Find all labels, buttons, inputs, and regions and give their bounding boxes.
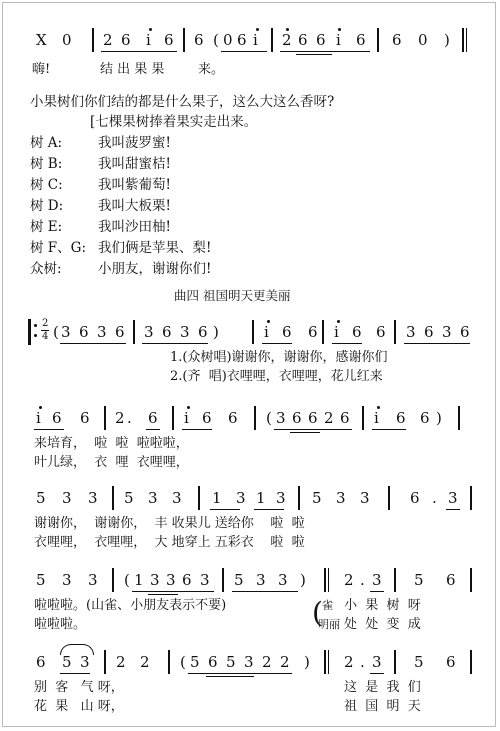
lyric: 来。: [198, 62, 225, 77]
barline: [298, 486, 300, 510]
note: 6: [392, 31, 402, 49]
note: 6: [460, 323, 470, 341]
note: i: [374, 409, 379, 427]
voice-bracket: (: [312, 596, 323, 629]
barline: [470, 486, 472, 510]
lyric-verse-2: 啦啦啦。: [34, 617, 87, 632]
beam: [206, 676, 254, 677]
note: 6: [446, 571, 456, 589]
note: 3: [80, 653, 90, 671]
note: 1: [134, 571, 144, 589]
note: 6: [121, 31, 131, 49]
beam: [132, 591, 214, 592]
note: 3: [88, 489, 98, 507]
note: 3: [172, 489, 182, 507]
note: 3: [360, 489, 370, 507]
lyric-row-6: [0, 680, 500, 714]
octave-dot: [187, 406, 190, 409]
repeat-dot: [34, 324, 37, 327]
speaker: 树 D:: [30, 198, 64, 214]
note: 2: [344, 653, 354, 671]
note: i: [336, 31, 341, 49]
note: 6: [208, 653, 218, 671]
note: (: [124, 571, 130, 589]
dialogue-line: 我叫大板栗!: [98, 198, 171, 214]
note: 3: [448, 489, 458, 507]
lyric-verse-2: 2.(齐 唱)衣哩哩，衣哩哩，花儿红来: [170, 369, 383, 384]
repeat-barline: [28, 319, 31, 345]
note: ): [304, 653, 310, 671]
note: 3: [244, 653, 254, 671]
barline: [394, 320, 396, 344]
note: 3: [61, 323, 71, 341]
note: 6: [410, 489, 420, 507]
beam: [146, 429, 160, 430]
time-signature-top: 2: [42, 318, 49, 329]
bracket-label: 明丽: [318, 618, 340, 631]
beam: [262, 343, 292, 344]
dialogue-line: 我叫紫葡萄!: [98, 177, 171, 193]
beam: [142, 343, 208, 344]
octave-dot: [39, 406, 42, 409]
note: 3: [256, 571, 266, 589]
note: .: [432, 489, 437, 507]
octave-dot: [267, 320, 270, 323]
barline: [324, 650, 326, 674]
note: .: [360, 571, 365, 589]
barline: [466, 28, 467, 52]
speaker: 树 E:: [30, 219, 63, 235]
note: 6: [424, 323, 434, 341]
lyric: 嗨!: [32, 62, 51, 77]
beam: [60, 343, 126, 344]
speaker: 树 F、G:: [30, 240, 86, 256]
beam: [296, 54, 332, 55]
lyric-verse-2-tail: 处 处 变 成: [344, 617, 421, 632]
barline: [328, 568, 329, 592]
lyric-verse-1: 啦啦啦。(山雀、小朋友表示不要): [34, 598, 227, 613]
notation-row-5: [0, 570, 500, 596]
octave-dot: [377, 406, 380, 409]
note: 5: [226, 653, 236, 671]
barline: [112, 486, 114, 510]
note: 6: [237, 31, 247, 49]
barline: [172, 406, 174, 430]
bracket-label: 雀: [322, 599, 333, 612]
note: 0: [62, 31, 72, 49]
note: 3: [144, 323, 154, 341]
note: 3: [97, 323, 107, 341]
note: 6: [396, 409, 406, 427]
barline: [133, 320, 135, 344]
note: 6: [282, 323, 292, 341]
note: ): [436, 409, 442, 427]
note: 6: [308, 323, 318, 341]
barline: [377, 28, 379, 52]
beam: [188, 673, 292, 674]
speaker: 树 A:: [30, 135, 63, 151]
note: 6: [194, 31, 204, 49]
note: 5: [190, 653, 200, 671]
lyric-verse-1: 别 客 气 呀，: [34, 680, 124, 695]
barline: [328, 650, 329, 674]
note: 6: [80, 409, 90, 427]
beam: [274, 429, 352, 430]
slur: [60, 644, 94, 655]
note: 5: [312, 489, 322, 507]
time-signature-bottom: 4: [42, 331, 49, 342]
note: 1: [212, 489, 222, 507]
note: i: [253, 31, 258, 49]
note: i: [36, 409, 41, 427]
lyric-row-4: [0, 516, 500, 550]
lyric-verse-2-tail: 祖 国 明 天: [344, 699, 421, 714]
note: 0: [223, 31, 233, 49]
note: .: [360, 653, 365, 671]
note: 3: [276, 489, 286, 507]
note: (: [180, 653, 186, 671]
barline: [470, 650, 472, 674]
barline: [470, 568, 472, 592]
notation-row-6: [0, 652, 500, 678]
lyric-row-5: [0, 596, 500, 632]
note: 6: [79, 323, 89, 341]
octave-dot: [149, 28, 152, 31]
barline: [394, 568, 396, 592]
note: 6: [198, 323, 208, 341]
beam: [232, 591, 298, 592]
note: .: [127, 409, 132, 427]
speaker: 树 C:: [30, 177, 63, 193]
notation-row-3: [0, 408, 500, 434]
beam: [254, 509, 284, 510]
note: 6: [376, 323, 386, 341]
note: 6: [352, 323, 362, 341]
note: ): [444, 31, 450, 49]
notation-row-1: [0, 30, 500, 56]
barline: [198, 486, 200, 510]
note: 6: [182, 571, 192, 589]
beam: [446, 509, 460, 510]
beam: [182, 429, 212, 430]
note: 2: [140, 653, 150, 671]
lyric-verse-1: 1.(众树唱)谢谢你，谢谢你，感谢你们: [170, 350, 388, 365]
note: 2: [262, 653, 272, 671]
dialogue-line: 小果树们你们结的都是什么果子，这么大这么香呀?: [30, 94, 335, 110]
lyric-verse-2: 衣哩哩， 衣哩哩， 大 地穿上 五彩衣 啦 啦: [34, 535, 305, 550]
note: 3: [180, 323, 190, 341]
beam: [332, 343, 362, 344]
note: 2: [115, 409, 125, 427]
barline: [394, 650, 396, 674]
note: ): [300, 571, 306, 589]
barline: [183, 28, 185, 52]
dialogue-line: 我叫菠罗蜜!: [98, 135, 171, 151]
note: 5: [124, 489, 134, 507]
note: 6: [340, 409, 350, 427]
note: 3: [336, 489, 346, 507]
lyric-verse-2: 叶儿绿， 衣 哩 衣哩哩，: [34, 455, 189, 470]
note: 3: [62, 489, 72, 507]
barline: [462, 28, 464, 52]
beam: [372, 429, 406, 430]
note: ): [213, 323, 219, 341]
note: 0: [418, 31, 428, 49]
note: X: [36, 31, 47, 49]
note: 6: [292, 409, 302, 427]
barline: [322, 320, 324, 344]
note: 3: [200, 571, 210, 589]
lyric-verse-1: 谢谢你， 谢谢你， 丰 收果儿 送给你 啦 啦: [34, 516, 305, 531]
note: 3: [88, 571, 98, 589]
note: 3: [278, 571, 288, 589]
note: 6: [316, 31, 326, 49]
note: 3: [276, 409, 286, 427]
dialogue-line: 小朋友，谢谢你们!: [98, 261, 212, 277]
beam: [101, 51, 177, 52]
dialogue-line: 我叫甜蜜桔!: [98, 156, 171, 172]
note: i: [264, 323, 269, 341]
octave-dot: [338, 28, 341, 31]
barline: [104, 650, 106, 674]
note: 3: [166, 571, 176, 589]
beam: [404, 343, 470, 344]
note: 6: [162, 323, 172, 341]
note: 2: [282, 31, 292, 49]
dialogue-line: 我叫沙田柚!: [98, 219, 171, 235]
beam: [280, 51, 370, 52]
note: 6: [202, 409, 212, 427]
note: 6: [36, 653, 46, 671]
note: 6: [164, 31, 174, 49]
note: i: [146, 31, 151, 49]
lyric-verse-2: 花 果 山 呀，: [34, 699, 124, 714]
barline: [271, 28, 273, 52]
note: 5: [414, 653, 424, 671]
note: 2: [324, 409, 334, 427]
note: 3: [372, 653, 382, 671]
barline: [362, 406, 364, 430]
note: 6: [356, 31, 366, 49]
lyric: 结 出 果 果: [100, 62, 165, 77]
note: 3: [442, 323, 452, 341]
barline: [324, 568, 326, 592]
note: 1: [256, 489, 266, 507]
repeat-dot: [34, 334, 37, 337]
note: 5: [36, 571, 46, 589]
lyric-row-1: [0, 62, 500, 82]
beam: [210, 509, 240, 510]
note: (: [53, 323, 59, 341]
stage-direction: [七棵果树捧着果实走出来。: [90, 114, 258, 130]
beam: [290, 432, 320, 433]
note: 5: [414, 571, 424, 589]
notation-row-2: [0, 318, 500, 348]
note: 6: [115, 323, 125, 341]
beam: [34, 429, 64, 430]
barline: [112, 568, 114, 592]
beam: [221, 51, 267, 52]
lyric-row-2: [0, 350, 500, 384]
barline: [92, 28, 94, 52]
note: i: [334, 323, 339, 341]
octave-dot: [286, 28, 289, 31]
note: 5: [234, 571, 244, 589]
lyric-verse-1-tail: 小 果 树 呀: [344, 598, 421, 613]
beam: [370, 591, 384, 592]
note: 6: [148, 409, 158, 427]
note: 3: [148, 489, 158, 507]
speaker: 树 B:: [30, 156, 63, 172]
note: 2: [116, 653, 126, 671]
note: i: [184, 409, 189, 427]
beam: [60, 673, 90, 674]
lyric-verse-1-tail: 这 是 我 们: [344, 680, 421, 695]
barline: [104, 406, 106, 430]
octave-dot: [256, 28, 259, 31]
note: 6: [228, 409, 238, 427]
note: 6: [308, 409, 318, 427]
barline: [458, 406, 460, 430]
note: 3: [406, 323, 416, 341]
beam: [370, 673, 384, 674]
note: 6: [446, 653, 456, 671]
note: 3: [372, 571, 382, 589]
note: 3: [62, 571, 72, 589]
note: 2: [344, 571, 354, 589]
note: 5: [36, 489, 46, 507]
barline: [388, 486, 390, 510]
note: 5: [62, 653, 72, 671]
barline: [254, 406, 256, 430]
note: 2: [103, 31, 113, 49]
song-title: 曲四 祖国明天更美丽: [174, 288, 291, 303]
note: 6: [420, 409, 430, 427]
note: (: [213, 31, 219, 49]
notation-row-4: [0, 488, 500, 514]
note: 3: [150, 571, 160, 589]
barline: [222, 568, 224, 592]
speaker: 众树:: [30, 261, 62, 277]
lyric-row-3: [0, 436, 500, 470]
note: 6: [52, 409, 62, 427]
barline: [252, 320, 254, 344]
note: (: [266, 409, 272, 427]
lyric-verse-1: 来培育， 啦 啦 啦啦啦，: [34, 436, 189, 451]
note: 2: [280, 653, 290, 671]
beam: [148, 594, 178, 595]
octave-dot: [337, 320, 340, 323]
note: 3: [236, 489, 246, 507]
barline: [168, 650, 170, 674]
dialogue-line: 我们俩是苹果、梨!: [98, 240, 212, 256]
note: 6: [298, 31, 308, 49]
